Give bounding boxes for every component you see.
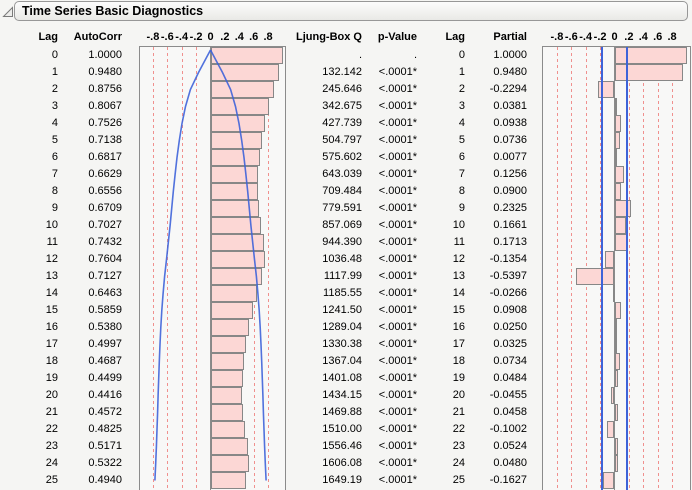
- acf-confidence-curve: [140, 47, 285, 490]
- dotted-gridline: [629, 47, 630, 490]
- pacf-bar: [615, 404, 618, 421]
- axis-tick-label: .6: [249, 31, 259, 43]
- p-value: <.0001*: [378, 355, 417, 367]
- autocorr-value: 0.7027: [88, 219, 122, 231]
- axis-tick-label: .2: [220, 31, 230, 43]
- pacf-bar: [615, 370, 618, 387]
- column-header-ljung-box-q: Ljung-Box Q: [296, 31, 362, 43]
- autocorr-value: 0.5380: [88, 321, 122, 333]
- p-value: <.0001*: [378, 83, 417, 95]
- p-value: <.0001*: [378, 321, 417, 333]
- axis-tick-label: .6: [653, 31, 663, 43]
- autocorr-value: 0.6556: [88, 185, 122, 197]
- p-value: <.0001*: [378, 270, 417, 282]
- lag-value: 25: [45, 474, 58, 486]
- axis-tick-label: -.4: [175, 31, 189, 43]
- partial-value: 0.0736: [493, 134, 527, 146]
- dotted-gridline: [571, 47, 572, 490]
- autocorr-value: 0.6629: [88, 168, 122, 180]
- partial-value: 0.0938: [493, 117, 527, 129]
- pacf-bar: [605, 251, 615, 268]
- axis-tick-label: .4: [638, 31, 648, 43]
- lag-value: 9: [458, 202, 465, 214]
- partial-value: 0.0077: [493, 151, 527, 163]
- pacf-bar-chart: [542, 46, 691, 490]
- p-value: <.0001*: [378, 338, 417, 350]
- partial-value: 0.0480: [493, 457, 527, 469]
- partial-value: 1.0000: [493, 49, 527, 61]
- partial-value: 0.0381: [493, 100, 527, 112]
- ljung-box-q-value: 1649.19: [322, 474, 362, 486]
- lag-value: 8: [458, 185, 465, 197]
- axis-tick-label: -.6: [160, 31, 174, 43]
- lag-value: 24: [45, 457, 58, 469]
- lag-value: 23: [45, 440, 58, 452]
- pacf-bar: [615, 115, 622, 132]
- p-value: <.0001*: [378, 372, 417, 384]
- autocorr-value: 0.6463: [88, 287, 122, 299]
- lag-value: 20: [45, 389, 58, 401]
- ljung-box-q-value: 1606.08: [322, 457, 362, 469]
- ljung-box-q-value: 857.069: [322, 219, 362, 231]
- pacf-bar: [615, 200, 632, 217]
- ljung-box-q-value: 1289.04: [322, 321, 362, 333]
- p-value: <.0001*: [378, 253, 417, 265]
- partial-value: 0.0524: [493, 440, 527, 452]
- p-value: <.0001*: [378, 168, 417, 180]
- lag-value: 0: [458, 49, 465, 61]
- partial-value: -0.2294: [489, 83, 527, 95]
- lag-value: 11: [453, 236, 465, 248]
- lag-value: 12: [45, 253, 58, 265]
- ljung-box-q-value: 779.591: [322, 202, 362, 214]
- lag-column-2: [425, 47, 465, 489]
- pacf-bar: [615, 353, 620, 370]
- lag-value: 21: [45, 406, 58, 418]
- p-value-column: [366, 47, 417, 489]
- pacf-bar: [615, 336, 617, 353]
- ljung-box-q-value: 1469.88: [322, 406, 362, 418]
- acf-bar-chart: [139, 46, 286, 490]
- lag-value: 18: [452, 355, 465, 367]
- lag-value: 1: [51, 66, 58, 78]
- pacf-bar: [598, 81, 615, 98]
- partial-value: 0.1661: [493, 219, 527, 231]
- partial-value: 0.1256: [493, 168, 527, 180]
- ljung-box-q-value: 504.797: [322, 134, 362, 146]
- lag-value: 12: [452, 253, 465, 265]
- lag-value: 24: [452, 457, 465, 469]
- axis-tick-label: .4: [234, 31, 244, 43]
- lag-value: 3: [51, 100, 58, 112]
- lag-value: 21: [452, 406, 465, 418]
- p-value: <.0001*: [378, 474, 417, 486]
- lag-value: 19: [45, 372, 58, 384]
- lag-value: 13: [45, 270, 58, 282]
- column-header-p-value: p-Value: [377, 31, 417, 43]
- axis-tick-label: -.2: [189, 31, 203, 43]
- partial-column: [469, 47, 527, 489]
- lag-value: 18: [45, 355, 58, 367]
- ljung-box-q-value: 1241.50: [322, 304, 362, 316]
- pacf-bar: [576, 268, 615, 285]
- pacf-bar: [615, 183, 621, 200]
- ljung-box-q-value: 575.602: [322, 151, 362, 163]
- partial-value: 0.0325: [493, 338, 527, 350]
- lag-value: 16: [45, 321, 58, 333]
- ljung-box-q-column: [282, 47, 362, 489]
- pacf-bar: [611, 387, 614, 404]
- autocorr-value: 0.5859: [88, 304, 122, 316]
- autocorr-value: 0.8067: [88, 100, 122, 112]
- pacf-bar: [615, 302, 622, 319]
- lag-value: 13: [452, 270, 465, 282]
- lag-value: 15: [45, 304, 58, 316]
- column-header-autocorr: AutoCorr: [73, 31, 122, 43]
- ljung-box-q-value: 1556.46: [322, 440, 362, 452]
- axis-tick-label: -.8: [550, 31, 564, 43]
- ljung-box-q-value: 427.739: [322, 117, 362, 129]
- partial-value: 0.0458: [493, 406, 527, 418]
- partial-value: -0.1627: [489, 474, 527, 486]
- ljung-box-q-value: 132.142: [322, 66, 362, 78]
- lag-value: 4: [51, 117, 58, 129]
- autocorr-value: 0.4416: [88, 389, 122, 401]
- lag-value: 7: [51, 168, 58, 180]
- autocorr-value: 0.6709: [88, 202, 122, 214]
- p-value: <.0001*: [378, 219, 417, 231]
- lag-value: 5: [51, 134, 58, 146]
- autocorr-value: 0.9480: [88, 66, 122, 78]
- lag-value: 3: [458, 100, 465, 112]
- lag-value: 8: [51, 185, 58, 197]
- column-header-lag-2: Lag: [445, 31, 465, 43]
- partial-value: -0.5397: [489, 270, 527, 282]
- partial-value: 0.0484: [493, 372, 527, 384]
- ljung-box-q-value: 643.039: [322, 168, 362, 180]
- lag-value: 16: [452, 321, 465, 333]
- ljung-box-q-value: 1330.38: [322, 338, 362, 350]
- autocorr-column: [64, 47, 122, 489]
- partial-value: 0.1713: [493, 236, 527, 248]
- lag-value: 2: [51, 83, 58, 95]
- partial-value: -0.1354: [489, 253, 527, 265]
- dotted-gridline: [658, 47, 659, 490]
- partial-value: -0.0455: [489, 389, 527, 401]
- pacf-bar: [615, 166, 624, 183]
- p-value: <.0001*: [378, 185, 417, 197]
- ljung-box-q-value: 1367.04: [322, 355, 362, 367]
- p-value: <.0001*: [378, 287, 417, 299]
- pacf-bar: [607, 421, 614, 438]
- autocorr-value: 0.7127: [88, 270, 122, 282]
- lag-value: 10: [452, 219, 465, 231]
- autocorr-value: 0.5322: [88, 457, 122, 469]
- pacf-bar: [613, 285, 615, 302]
- autocorr-value: 0.4572: [88, 406, 122, 418]
- ljung-box-q-value: 1401.08: [322, 372, 362, 384]
- ljung-box-q-value: 944.390: [322, 236, 362, 248]
- lag-value: 6: [51, 151, 58, 163]
- autocorr-value: 0.7604: [88, 253, 122, 265]
- pacf-bar: [603, 472, 615, 489]
- lag-value: 14: [45, 287, 58, 299]
- p-value: <.0001*: [378, 236, 417, 248]
- section-title: Time Series Basic Diagnostics: [22, 4, 204, 18]
- autocorr-value: 0.7432: [88, 236, 122, 248]
- p-value: <.0001*: [378, 457, 417, 469]
- partial-value: 0.0250: [493, 321, 527, 333]
- axis-tick-label: -.8: [146, 31, 160, 43]
- pacf-bar: [615, 132, 620, 149]
- partial-value: 0.2325: [493, 202, 527, 214]
- pacf-bar: [615, 98, 618, 115]
- autocorr-value: 0.4940: [88, 474, 122, 486]
- partial-value: -0.0266: [489, 287, 527, 299]
- partial-value: 0.0900: [493, 185, 527, 197]
- autocorr-value: 0.4499: [88, 372, 122, 384]
- ljung-box-q-value: 342.675: [322, 100, 362, 112]
- p-value: <.0001*: [378, 202, 417, 214]
- lag-value: 9: [51, 202, 58, 214]
- autocorr-value: 0.6817: [88, 151, 122, 163]
- axis-tick-label: -.2: [593, 31, 607, 43]
- p-value: <.0001*: [378, 100, 417, 112]
- axis-tick-label: -.4: [579, 31, 593, 43]
- pacf-bar: [615, 455, 618, 472]
- autocorr-value: 0.4997: [88, 338, 122, 350]
- ljung-box-q-value: 1036.48: [322, 253, 362, 265]
- p-value: <.0001*: [378, 134, 417, 146]
- lag-value: 6: [458, 151, 465, 163]
- lag-value: 19: [452, 372, 465, 384]
- p-value: <.0001*: [378, 406, 417, 418]
- dotted-gridline: [643, 47, 644, 490]
- ljung-box-q-value: 245.646: [322, 83, 362, 95]
- ljung-box-q-value: 709.484: [322, 185, 362, 197]
- lag-value: 7: [458, 168, 465, 180]
- p-value: .: [413, 49, 417, 61]
- partial-value: 0.0734: [493, 355, 527, 367]
- lag-value: 17: [452, 338, 465, 350]
- axis-tick-label: 0: [611, 31, 618, 43]
- lag-value: 15: [452, 304, 465, 316]
- lag-value: 25: [452, 474, 465, 486]
- dotted-gridline: [557, 47, 558, 490]
- pacf-bar: [615, 149, 617, 166]
- p-value: <.0001*: [378, 66, 417, 78]
- lag-column: [18, 47, 58, 489]
- autocorr-value: 0.7138: [88, 134, 122, 146]
- axis-tick-label: .8: [667, 31, 677, 43]
- lag-value: 5: [458, 134, 465, 146]
- autocorr-value: 0.8756: [88, 83, 122, 95]
- p-value: <.0001*: [378, 423, 417, 435]
- p-value: <.0001*: [378, 389, 417, 401]
- ljung-box-q-value: 1185.55: [323, 287, 362, 299]
- p-value: <.0001*: [378, 304, 417, 316]
- lag-value: 23: [452, 440, 465, 452]
- dotted-gridline: [672, 47, 673, 490]
- pacf-confidence-line: [601, 47, 603, 490]
- autocorr-value: 0.4825: [88, 423, 122, 435]
- autocorr-value: 0.4687: [88, 355, 122, 367]
- column-header-lag: Lag: [38, 31, 58, 43]
- p-value: <.0001*: [378, 151, 417, 163]
- lag-value: 20: [452, 389, 465, 401]
- p-value: <.0001*: [378, 117, 417, 129]
- partial-value: 0.9480: [493, 66, 527, 78]
- axis-tick-label: 0: [207, 31, 214, 43]
- axis-tick-label: -.6: [564, 31, 578, 43]
- section-title-bar[interactable]: [14, 1, 688, 21]
- ljung-box-q-value: 1510.00: [322, 423, 362, 435]
- autocorr-value: 0.5171: [88, 440, 122, 452]
- disclosure-triangle-icon[interactable]: [2, 5, 14, 17]
- lag-value: 22: [45, 423, 58, 435]
- pacf-bar: [615, 438, 619, 455]
- autocorr-value: 1.0000: [88, 49, 122, 61]
- lag-value: 4: [458, 117, 465, 129]
- column-header-partial: Partial: [493, 31, 527, 43]
- lag-value: 0: [51, 49, 58, 61]
- axis-tick-label: .2: [624, 31, 634, 43]
- lag-value: 11: [46, 236, 58, 248]
- lag-value: 17: [45, 338, 58, 350]
- lag-value: 22: [452, 423, 465, 435]
- pacf-confidence-line: [626, 47, 628, 490]
- pacf-bar: [615, 319, 617, 336]
- ljung-box-q-value: .: [358, 49, 362, 61]
- autocorr-value: 0.7526: [88, 117, 122, 129]
- lag-value: 2: [458, 83, 465, 95]
- ljung-box-q-value: 1434.15: [322, 389, 362, 401]
- partial-value: 0.0908: [493, 304, 527, 316]
- lag-value: 14: [452, 287, 465, 299]
- partial-value: -0.1002: [489, 423, 527, 435]
- lag-value: 1: [458, 66, 465, 78]
- lag-value: 10: [45, 219, 58, 231]
- p-value: <.0001*: [378, 440, 417, 452]
- axis-tick-label: .8: [263, 31, 273, 43]
- ljung-box-q-value: 1117.99: [323, 270, 362, 282]
